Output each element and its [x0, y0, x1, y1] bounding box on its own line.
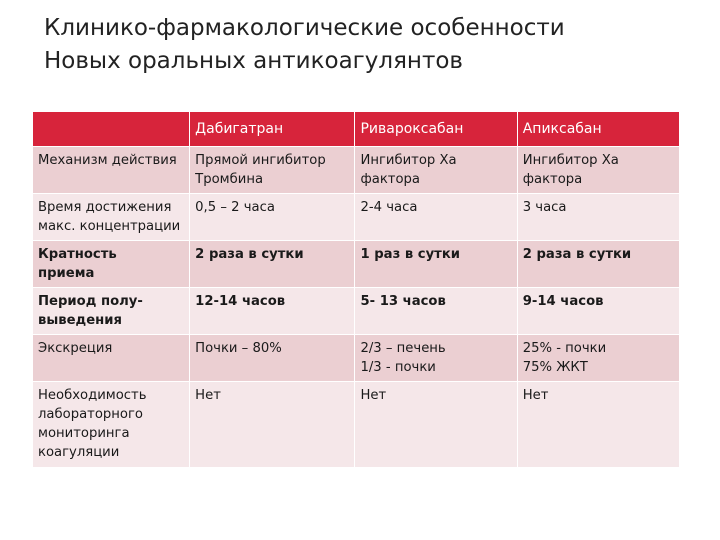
- cell-rivaroxaban: Нет: [355, 382, 517, 468]
- row-label: Время достижения макс. концентрации: [33, 194, 190, 241]
- slide-title-line-2: Новых оральных антикоагулянтов: [44, 48, 463, 74]
- slide-title-line-1: Клинико-фармакологические особенности: [44, 15, 565, 41]
- comparison-table: [32, 111, 680, 468]
- cell-dabigatran: Прямой ингибитор Тромбина: [190, 147, 355, 194]
- cell-rivaroxaban: Ингибитор Ха фактора: [355, 147, 517, 194]
- cell-apixaban: Ингибитор Ха фактора: [517, 147, 679, 194]
- row-label: Механизм действия: [33, 147, 190, 194]
- cell-apixaban: 2 раза в сутки: [517, 241, 679, 288]
- slide-title: [44, 12, 565, 78]
- cell-apixaban: 25% - почки 75% ЖКТ: [517, 335, 679, 382]
- cell-rivaroxaban: 5- 13 часов: [355, 288, 517, 335]
- row-label: Экскреция: [33, 335, 190, 382]
- row-mechanism: [33, 147, 680, 194]
- header-empty-cell: [33, 112, 190, 147]
- cell-rivaroxaban: 2-4 часа: [355, 194, 517, 241]
- cell-apixaban: 9-14 часов: [517, 288, 679, 335]
- table-header-row: [33, 112, 680, 147]
- row-label: Период полу- выведения: [33, 288, 190, 335]
- row-excretion: [33, 335, 680, 382]
- cell-dabigatran: Почки – 80%: [190, 335, 355, 382]
- cell-dabigatran: 12-14 часов: [190, 288, 355, 335]
- cell-rivaroxaban: 2/3 – печень 1/3 - почки: [355, 335, 517, 382]
- row-lab-monitoring: [33, 382, 680, 468]
- header-apixaban: Апиксабан: [517, 112, 679, 147]
- cell-rivaroxaban: 1 раз в сутки: [355, 241, 517, 288]
- cell-apixaban: 3 часа: [517, 194, 679, 241]
- row-time-to-peak: [33, 194, 680, 241]
- header-dabigatran: Дабигатран: [190, 112, 355, 147]
- cell-dabigatran: 0,5 – 2 часа: [190, 194, 355, 241]
- header-rivaroxaban: Ривароксабан: [355, 112, 517, 147]
- row-label: Кратность приема: [33, 241, 190, 288]
- row-dosing-frequency: [33, 241, 680, 288]
- row-half-life: [33, 288, 680, 335]
- row-label: Необходимость лабораторного мониторинга коагуляции: [33, 382, 190, 468]
- cell-dabigatran: Нет: [190, 382, 355, 468]
- cell-dabigatran: 2 раза в сутки: [190, 241, 355, 288]
- cell-apixaban: Нет: [517, 382, 679, 468]
